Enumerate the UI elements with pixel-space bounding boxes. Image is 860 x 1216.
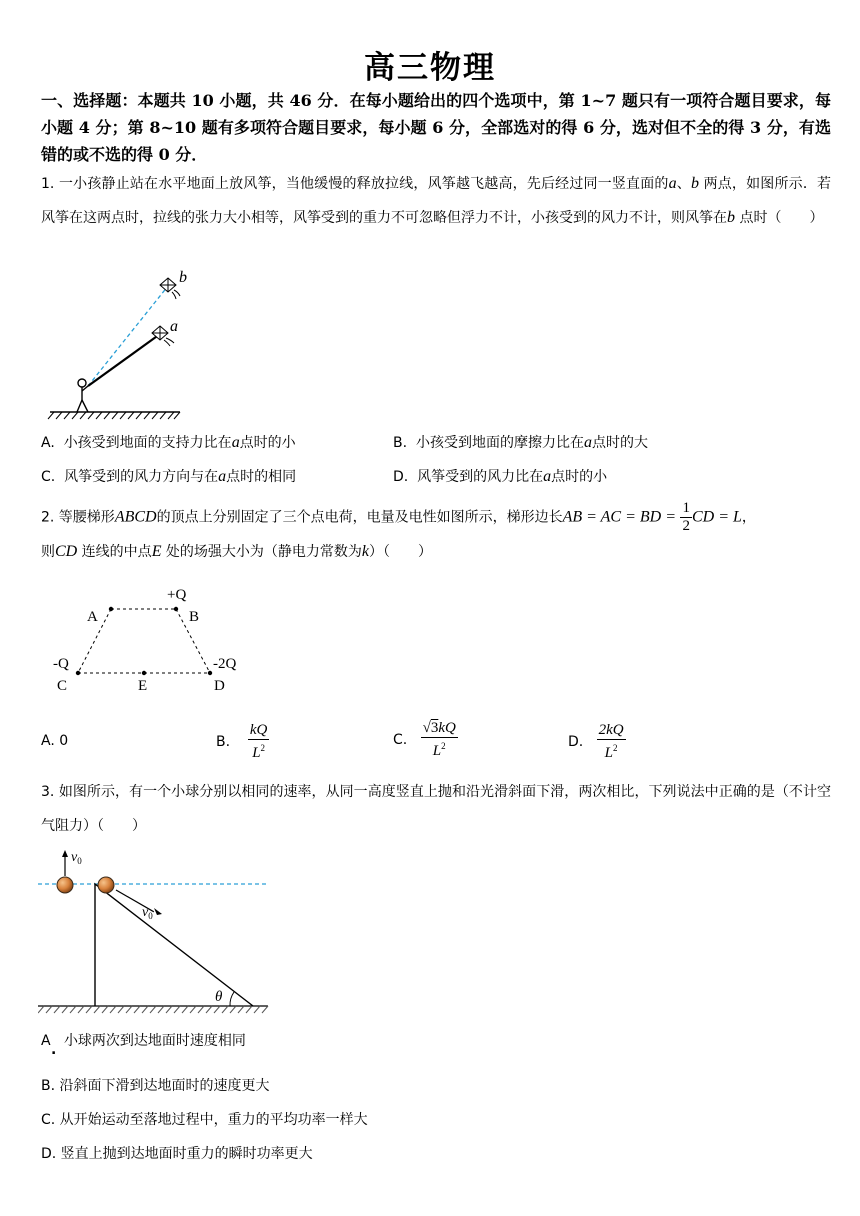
q1-option-d[interactable]: D. 风筝受到的风力比在a点时的小 <box>393 468 608 485</box>
ball-incline <box>98 877 114 893</box>
q3-option-d[interactable]: D. 竖直上抛到达地面时重力的瞬时功率更大 <box>41 1146 313 1162</box>
label-theta: θ <box>215 989 223 1005</box>
q3-incline-figure <box>38 846 278 1022</box>
q2-option-d[interactable]: D. $\frac{2kQ}{L^2}$ <box>568 722 624 761</box>
point-e <box>142 671 146 675</box>
label-b: b <box>179 269 187 286</box>
q2-option-c[interactable]: C. $\frac{√3kQ}{L^2}$ <box>393 720 456 759</box>
label-b: B <box>189 609 200 625</box>
charge-d: -2Q <box>213 656 237 672</box>
q1-var-b: b <box>690 175 699 192</box>
arrow-down-slope <box>113 890 157 912</box>
theta-arc <box>230 992 234 1006</box>
q1-stem-part1: 1. 一小孩静止站在水平地面上放风筝，当他缓慢的释放拉线，风筝越飞越高，先后经过同一竖直面的 <box>41 176 669 192</box>
q3-option-c[interactable]: C. 从开始运动至落地过程中，重力的平均功率一样大 <box>41 1112 368 1128</box>
q1-option-c[interactable]: C. 风筝受到的风力方向与在a点时的相同 <box>41 468 297 485</box>
q2-trapezoid-figure <box>45 580 255 695</box>
ball-vertical <box>57 877 73 893</box>
question-1-text <box>41 167 831 235</box>
section-header: 一、选择题：本题共 10 小题，共 46 分．在每小题给出的四个选项中，第 1~7 题只有一项符合题目要求，每小题 4 分；第 8~10 题有多项符合题目要求，每小题 6 分，全部选对的得 6 分，选对但不全的得 3 分，有选错的或不选的得 0 分． <box>41 91 831 164</box>
q2-option-a[interactable]: A. 0 <box>41 733 69 749</box>
charge-b: +Q <box>167 587 187 603</box>
point-b <box>174 607 178 611</box>
q1-stem-part3: 点时（ ） <box>735 210 824 226</box>
label-e: E <box>138 678 148 694</box>
point-a <box>109 607 113 611</box>
q1-kite-figure <box>40 262 190 422</box>
label-d: D <box>214 678 225 694</box>
q1-option-a[interactable]: A. 小孩受到地面的支持力比在a点时的小 <box>41 434 296 451</box>
point-d <box>208 671 212 675</box>
label-v0-slope: $v_0$ <box>142 905 153 921</box>
q2-half-fraction: $\frac{1}{2}$ <box>682 500 690 534</box>
q3-option-b[interactable]: B. 沿斜面下滑到达地面时的速度更大 <box>41 1078 270 1094</box>
q1-option-b[interactable]: B. 小孩受到地面的摩擦力比在a点时的大 <box>393 434 648 451</box>
q1-var-b-2: b <box>727 209 735 226</box>
q3-option-a[interactable]: A 小球两次到达地面时速度相同 . <box>41 1033 246 1058</box>
q1-stem-part2: 两点，如图所示．若风筝在这两点时，拉线的张力大小相等，风筝受到的重力不可忽略但浮力不计，小孩受到的风力不计，则风筝在 <box>41 176 831 226</box>
charge-c: -Q <box>53 656 69 672</box>
page-title: 高三物理 <box>364 50 496 86</box>
child-figure <box>77 379 88 412</box>
kite-b <box>160 278 180 299</box>
label-c: C <box>57 678 68 694</box>
label-a: a <box>170 318 178 335</box>
q1-var-a: a <box>668 175 677 192</box>
question-2-text: 2. 等腰梯形ABCD的顶点上分别固定了三个点电荷，电量及电性如图所示，梯形边长AB = AC = BD = $\frac{1}{2}$ CD = L， 则CD 连线的中点E 处的场强大小为（静电力常数为k）（ ） <box>41 500 756 560</box>
q2-option-b[interactable]: B. $\frac{kQ}{L^2}$ <box>216 722 268 761</box>
question-3-text: 3. 如图所示，有一个小球分别以相同的速率，从同一高度竖直上抛和沿光滑斜面下滑，两次相比，下列说法中正确的是（不计空气阻力）（ ） <box>41 784 831 834</box>
q1-sep: 、 <box>676 176 691 192</box>
label-v0-up: $v_0$ <box>71 850 82 866</box>
label-a: A <box>87 609 98 625</box>
point-c <box>76 671 80 675</box>
incline <box>95 884 253 1006</box>
